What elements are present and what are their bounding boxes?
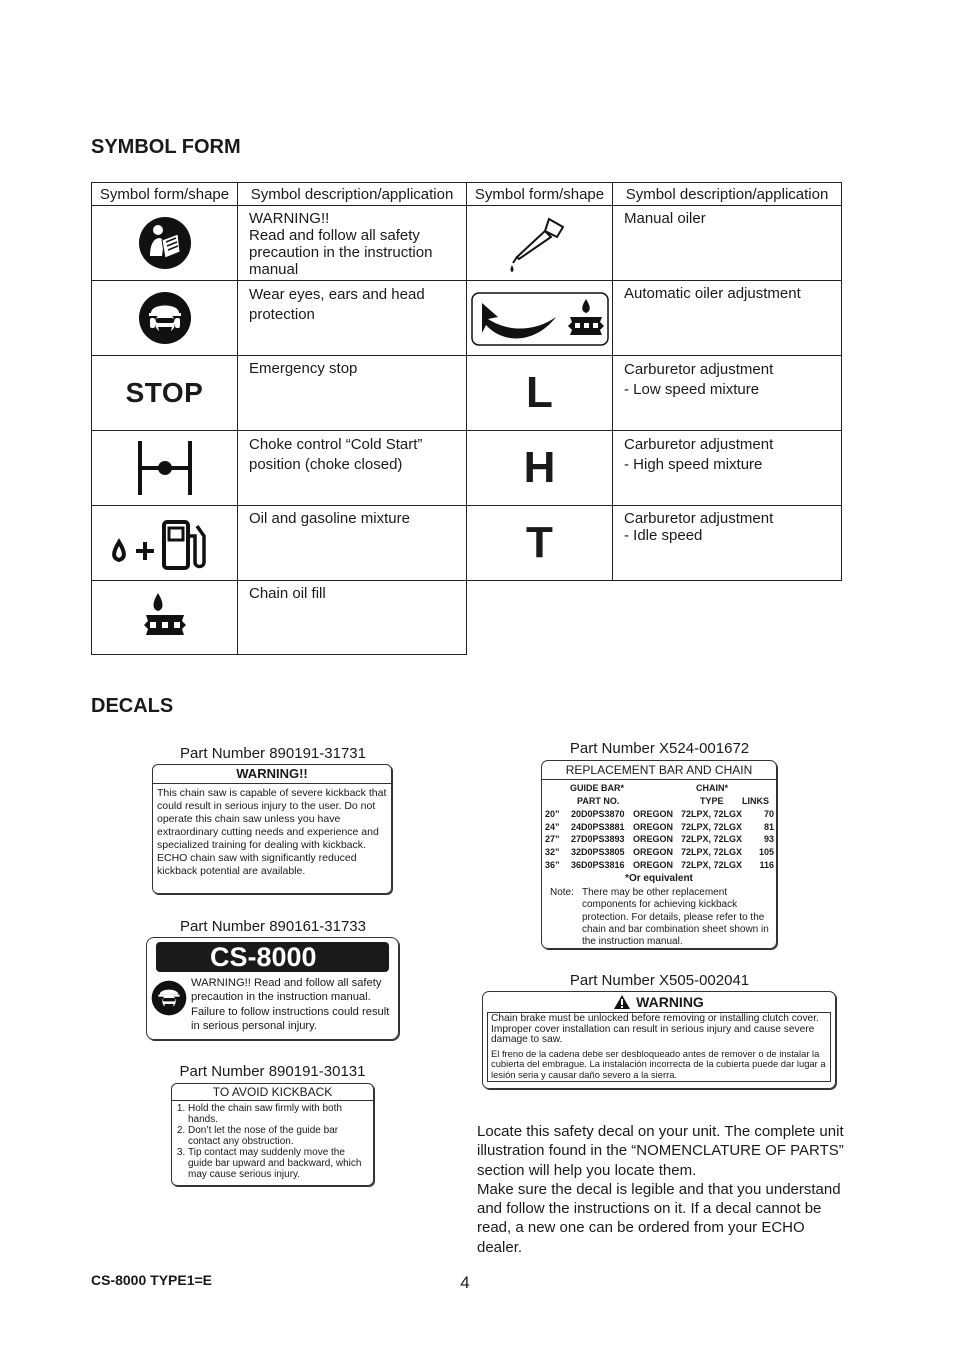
symbol-desc-read-manual: WARNING!! Read and follow all safety precaution in the instruction manual xyxy=(237,205,467,281)
col-links: LINKS xyxy=(742,796,769,806)
chain-oil-fill-icon xyxy=(142,591,188,645)
symbol-cell-stop xyxy=(91,355,238,431)
kickback-decal xyxy=(171,1083,374,1186)
list-item: 1. Hold the chain saw firmly with both hands. xyxy=(188,1103,367,1125)
choke-closed-icon xyxy=(135,438,195,498)
part-number-brake-decal: Part Number X505-002041 xyxy=(569,972,750,989)
col-part-no: PART NO. xyxy=(577,796,620,806)
brake-decal-title: WARNING xyxy=(636,994,704,1010)
manual-oiler-icon xyxy=(505,213,575,273)
bar-chain-decal xyxy=(541,760,777,949)
row-part: 24D0PS3881 xyxy=(571,821,625,832)
row-type: 72LPX, 72LGX xyxy=(681,809,743,819)
page-number: 4 xyxy=(460,1273,470,1292)
part-number-bar-chain-decal: Part Number X524-001672 xyxy=(569,740,750,757)
section-heading-symbol-form: SYMBOL FORM xyxy=(91,136,241,158)
row-part: 36D0PS3816 xyxy=(571,859,625,870)
table-header-description-right: Symbol description/application xyxy=(612,182,842,206)
row-part: 32D0PS3805 xyxy=(571,847,625,858)
table-row xyxy=(545,821,774,834)
warning-triangle-icon xyxy=(614,995,630,1009)
row-brand: OREGON xyxy=(633,809,674,819)
row-links: 70 xyxy=(763,809,774,819)
symbol-desc-auto-oiler: Automatic oiler adjustment xyxy=(612,280,842,356)
part-number-model-decal: Part Number 890161-31733 xyxy=(180,918,366,935)
row-links: 81 xyxy=(763,821,774,832)
table-header-description-left: Symbol description/application xyxy=(237,182,467,206)
note-label: Note: xyxy=(550,887,574,898)
row-length: 27” xyxy=(545,834,560,845)
row-links: 93 xyxy=(763,834,774,845)
kickback-list xyxy=(172,1103,373,1180)
row-brand: OREGON xyxy=(633,834,674,845)
model-name: CS-8000 xyxy=(156,942,389,972)
brake-decal-english: Chain brake must be unlocked before removing or installing clutch cover. Improper cover installation can result in serious injury and cause severe damage to saw. xyxy=(491,1013,819,1046)
read-manual-icon xyxy=(138,216,192,270)
symbol-desc-protection: Wear eyes, ears and head protection xyxy=(237,280,467,356)
row-links: 105 xyxy=(758,847,774,858)
symbol-cell-chain-oil xyxy=(91,580,238,655)
symbol-desc-oil-gas: Oil and gasoline mixture xyxy=(237,505,467,581)
brake-decal xyxy=(482,991,836,1089)
symbol-cell-read-manual xyxy=(91,205,238,281)
stop-icon: STOP xyxy=(125,377,204,408)
warning-decal-title: WARNING!! xyxy=(153,765,391,784)
brake-decal-body xyxy=(487,1012,831,1082)
model-decal xyxy=(146,937,399,1040)
symbol-desc-idle-speed: Carburetor adjustment - Idle speed xyxy=(612,505,842,581)
bar-chain-decal-title: REPLACEMENT BAR AND CHAIN xyxy=(542,761,776,780)
note-text: There may be other replacement components for achieving kickback protection. For details, please refer to the chain and bar combination sheet shown in the instruction manual. xyxy=(582,887,769,948)
row-length: 32” xyxy=(545,847,560,858)
row-length: 36” xyxy=(545,859,560,870)
row-type: 72LPX, 72LGX xyxy=(681,859,743,870)
symbol-cell-oil-gas xyxy=(91,505,238,581)
oil-gas-mixture-icon xyxy=(109,514,221,572)
bar-chain-rows xyxy=(545,808,774,871)
symbol-table xyxy=(91,182,842,655)
symbol-desc-choke: Choke control “Cold Start” position (choke closed) xyxy=(237,430,467,506)
letter-l-icon: L xyxy=(526,368,553,417)
symbol-desc-chain-oil: Chain oil fill xyxy=(237,580,467,655)
col-type: TYPE xyxy=(700,796,724,806)
col-chain: CHAIN* xyxy=(696,783,729,793)
symbol-cell-high-speed xyxy=(466,430,613,506)
row-links: 116 xyxy=(759,859,774,870)
row-part: 27D0PS3893 xyxy=(571,834,625,845)
row-brand: OREGON xyxy=(633,859,674,870)
section-heading-decals: DECALS xyxy=(91,695,174,717)
brake-decal-spanish: El freno de la cadena debe ser desbloqueado antes de remover o de instalar la cubierta del embrague. La instalación incorrecta de la cubierta puede dar lugar a lesión seria y causar daño severo a la sierra. xyxy=(491,1047,826,1080)
symbol-desc-high-speed: Carburetor adjustment - High speed mixture xyxy=(612,430,842,506)
kickback-decal-title: TO AVOID KICKBACK xyxy=(172,1084,373,1101)
warning-decal xyxy=(152,764,392,894)
part-number-kickback-decal: Part Number 890191-30131 xyxy=(179,1063,366,1080)
footer-model: CS-8000 TYPE1=E xyxy=(91,1272,213,1288)
table-row xyxy=(545,808,774,821)
list-item: 3. Tip contact may suddenly move the guide bar upward and backward, which may cause serious injury. xyxy=(188,1147,367,1180)
symbol-desc-low-speed: Carburetor adjustment - Low speed mixture xyxy=(612,355,842,431)
letter-t-icon: T xyxy=(526,518,553,567)
symbol-cell-auto-oiler xyxy=(466,280,613,356)
part-number-warning-decal: Part Number 890191-31731 xyxy=(180,745,366,762)
table-header-form-left: Symbol form/shape xyxy=(91,182,238,206)
table-row xyxy=(545,859,774,872)
table-row xyxy=(545,846,774,859)
or-equivalent: *Or equivalent xyxy=(625,873,693,884)
col-guide-bar: GUIDE BAR* xyxy=(570,783,625,793)
row-type: 72LPX, 72LGX xyxy=(681,847,743,858)
row-part: 20D0PS3870 xyxy=(571,809,625,819)
symbol-cell-idle-speed xyxy=(466,505,613,581)
symbol-cell-protection xyxy=(91,280,238,356)
automatic-oiler-adjustment-icon xyxy=(470,289,610,347)
symbol-desc-stop: Emergency stop xyxy=(237,355,467,431)
table-header-form-right: Symbol form/shape xyxy=(466,182,613,206)
model-decal-body: WARNING!! Read and follow all safety precaution in the instruction manual. Failure to follow instructions could result in serious personal injury. xyxy=(191,977,390,1032)
locate-decal-text: Locate this safety decal on your unit. The complete unit illustration found in the “NOMENCLATURE OF PARTS” section will help you locate them. Make sure the decal is legible and that you understand and follow the instructions on it. If a decal cannot be read, a new one can be ordered from your ECHO dealer. xyxy=(477,1123,844,1256)
symbol-desc-manual-oiler: Manual oiler xyxy=(612,205,842,281)
symbol-cell-choke xyxy=(91,430,238,506)
row-length: 20” xyxy=(545,809,560,819)
row-type: 72LPX, 72LGX xyxy=(681,821,743,832)
row-length: 24” xyxy=(545,821,560,832)
row-type: 72LPX, 72LGX xyxy=(681,834,743,845)
eye-ear-head-protection-icon xyxy=(138,291,192,345)
table-row xyxy=(545,833,774,846)
list-item: 2. Don’t let the nose of the guide bar contact any obstruction. xyxy=(188,1125,367,1147)
symbol-cell-manual-oiler xyxy=(466,205,613,281)
brake-decal-header xyxy=(483,992,835,1012)
letter-h-icon: H xyxy=(523,443,556,492)
warning-decal-body: This chain saw is capable of severe kickback that could result in serious injury to the user. Do not operate this chain saw unless you have extraordinary cutting needs and experience and specialized training for dealing with kickback. ECHO chain saw with significantly reduced kickback potential are available. xyxy=(157,787,387,877)
row-brand: OREGON xyxy=(633,821,674,832)
protection-icon xyxy=(151,980,187,1016)
symbol-cell-low-speed xyxy=(466,355,613,431)
row-brand: OREGON xyxy=(633,847,674,858)
